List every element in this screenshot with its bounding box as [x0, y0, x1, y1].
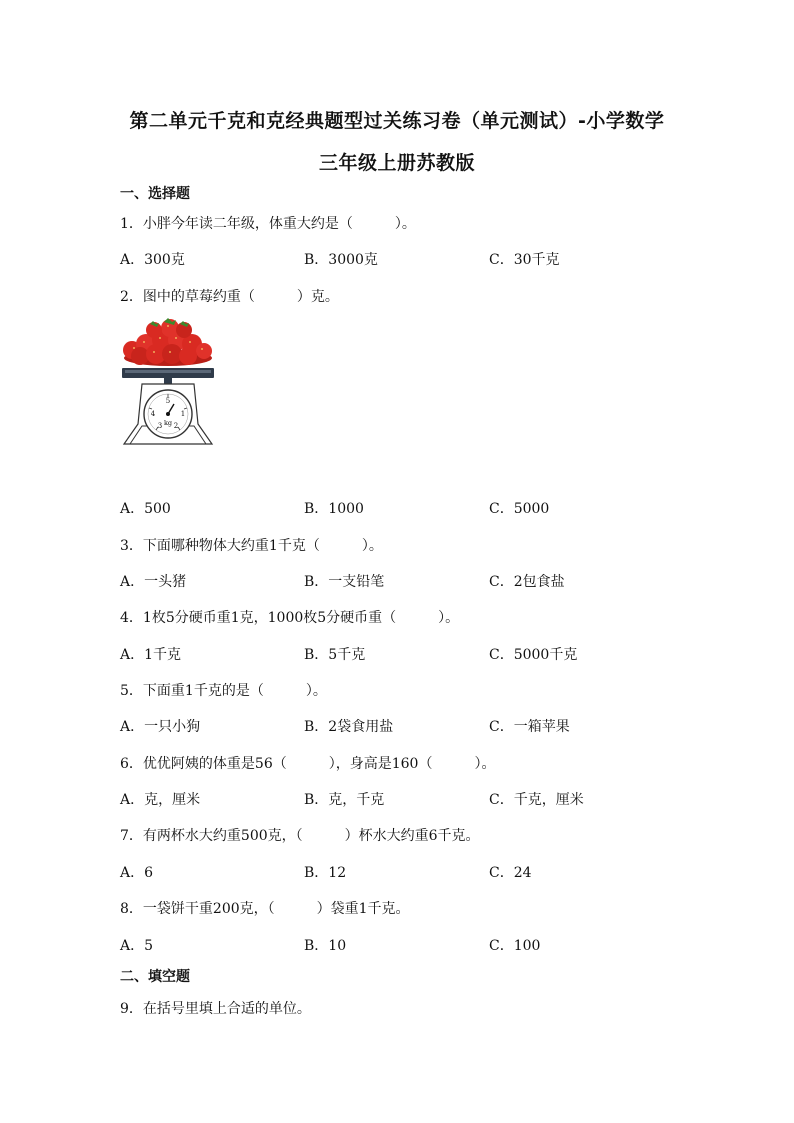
question-8: 8．一袋饼干重200克，（ ）袋重1千克。 — [120, 901, 410, 917]
section-heading-fill: 二、填空题 — [120, 969, 190, 985]
option-a[interactable]: A．克，厘米 — [120, 792, 201, 808]
option-b[interactable]: B．1000 — [304, 501, 364, 517]
dial-number: 5 — [165, 397, 171, 405]
dial-number: 3 — [157, 422, 163, 430]
strawberries — [123, 318, 212, 366]
option-b[interactable]: B．10 — [304, 938, 347, 954]
scale-dial — [144, 390, 192, 438]
option-a[interactable]: A．一只小狗 — [120, 719, 201, 735]
option-a[interactable]: A．一头猪 — [120, 574, 187, 590]
question-6: 6．优优阿姨的体重是56（ ），身高是160（ ）。 — [120, 756, 496, 772]
option-b[interactable]: B．2袋食用盐 — [304, 719, 394, 735]
question-3: 3．下面哪种物体大约重1千克（ ）。 — [120, 538, 383, 554]
option-b[interactable]: B．12 — [304, 865, 347, 881]
page-subtitle: 三年级上册苏教版 — [318, 152, 475, 174]
option-c[interactable]: C．2包食盐 — [489, 574, 565, 590]
question-1: 1．小胖今年读二年级，体重大约是（ ）。 — [120, 216, 416, 232]
question-7: 7．有两杯水大约重500克，（ ）杯水大约重6千克。 — [120, 828, 480, 844]
option-b[interactable]: B．一支铅笔 — [304, 574, 385, 590]
option-c[interactable]: C．30千克 — [489, 252, 560, 268]
option-a[interactable]: A．500 — [120, 501, 171, 517]
option-c[interactable]: C．一箱苹果 — [489, 719, 570, 735]
option-b[interactable]: B．3000克 — [304, 252, 378, 268]
section-heading-choice: 一、选择题 — [120, 186, 190, 202]
question-4: 4．1枚5分硬币重1克，1000枚5分硬币重（ ）。 — [120, 610, 460, 626]
option-b[interactable]: B．克，千克 — [304, 792, 385, 808]
option-c[interactable]: C．100 — [489, 938, 541, 954]
question-5: 5．下面重1千克的是（ ）。 — [120, 683, 327, 699]
question-9: 9．在括号里填上合适的单位。 — [120, 1001, 311, 1017]
dial-number: 2 — [173, 422, 179, 430]
dial-number: 1 — [180, 410, 186, 418]
option-c[interactable]: C．5000 — [489, 501, 550, 517]
dial-number: 4 — [150, 410, 156, 418]
option-c[interactable]: C．千克，厘米 — [489, 792, 584, 808]
option-b[interactable]: B．5千克 — [304, 647, 366, 663]
option-a[interactable]: A．6 — [120, 865, 154, 881]
option-a[interactable]: A．5 — [120, 938, 154, 954]
option-c[interactable]: C．24 — [489, 865, 532, 881]
option-a[interactable]: A．300克 — [120, 252, 185, 268]
option-c[interactable]: C．5000千克 — [489, 647, 578, 663]
option-a[interactable]: A．1千克 — [120, 647, 182, 663]
question-2: 2．图中的草莓约重（ ）克。 — [120, 289, 339, 305]
strawberry-scale-figure — [120, 316, 220, 454]
page-title: 第二单元千克和克经典题型过关练习卷（单元测试）-小学数学 — [129, 110, 665, 132]
dial-unit-label: kg — [163, 419, 173, 427]
